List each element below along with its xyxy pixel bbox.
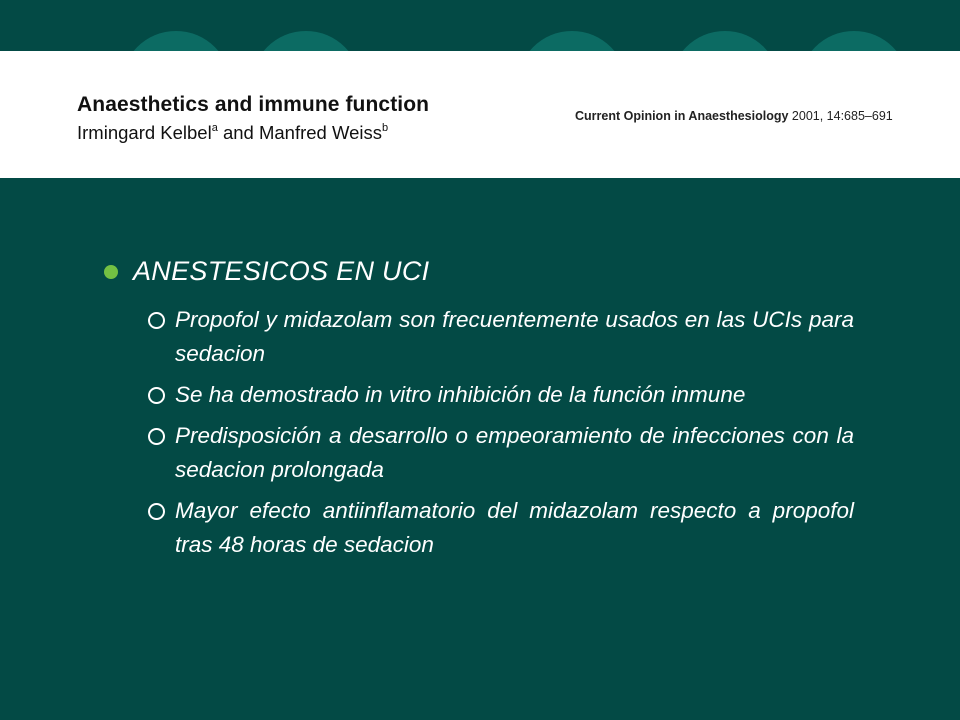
sub-bullet-text: Se ha demostrado in vitro inhibición de la función inmune (175, 382, 746, 407)
hollow-circle-bullet-icon (148, 503, 165, 520)
paper-title: Anaesthetics and immune function (77, 93, 430, 116)
hollow-circle-bullet-icon (148, 312, 165, 329)
hollow-circle-bullet-icon (148, 387, 165, 404)
author-affiliation: b (382, 122, 389, 134)
sub-bullet-text: Mayor efecto antiinflamatorio del midazolam respecto a propofol tras 48 horas de sedacion (175, 498, 854, 557)
sub-bullet-item (148, 419, 854, 487)
main-bullet-text: ANESTESICOS EN UCI (133, 256, 430, 286)
sub-bullet-list (148, 303, 854, 569)
bullet-dot-icon (104, 265, 118, 279)
sub-bullet-item (148, 494, 854, 562)
author-affiliation: a (211, 122, 218, 134)
sub-bullet-text: Propofol y midazolam son frecuentemente usados en las UCIs para sedacion (175, 307, 854, 366)
author-name: Manfred Weiss (258, 122, 383, 143)
sub-bullet-item (148, 378, 854, 412)
journal-name: Current Opinion in Anaesthesiology (575, 109, 789, 123)
sub-bullet-text: Predisposición a desarrollo o empeoramiento de infecciones con la sedacion prolongada (175, 423, 854, 482)
sub-bullet-item (148, 303, 854, 371)
citation-details: 2001, 14:685–691 (788, 109, 893, 123)
hollow-circle-bullet-icon (148, 428, 165, 445)
author-name: Irmingard Kelbel (77, 122, 212, 143)
author-joiner: and (217, 122, 259, 143)
